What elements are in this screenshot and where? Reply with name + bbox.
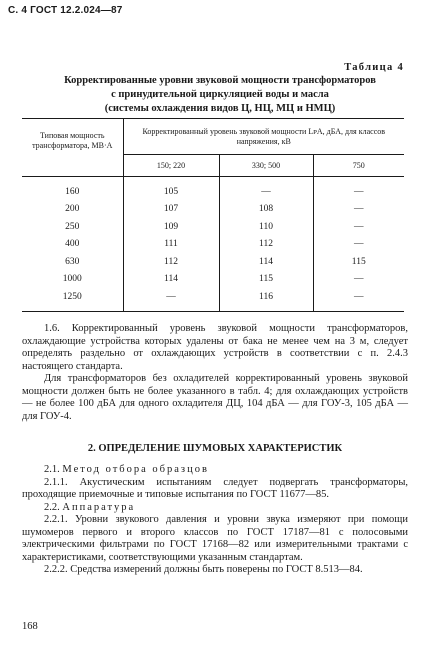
cell-value: — bbox=[354, 274, 364, 285]
page-header: С. 4 ГОСТ 12.2.024—87 bbox=[8, 5, 123, 16]
header-type-power: Типовая мощность трансформатора, МВ·А bbox=[22, 119, 123, 177]
cell-power: 1000 bbox=[22, 271, 123, 289]
table-row bbox=[22, 288, 404, 306]
cell-value: 105 bbox=[123, 183, 219, 201]
cell-power: 400 bbox=[22, 236, 123, 254]
table-row bbox=[22, 201, 404, 219]
cell-value: 115 bbox=[219, 271, 313, 289]
cell-value: — bbox=[354, 204, 364, 215]
header-sound-power-level: Корректированный уровень звуковой мощности LᴘA, дБА, для классов напряжения, кВ bbox=[123, 119, 404, 155]
cell-value: 112 bbox=[123, 253, 219, 271]
table-4 bbox=[22, 118, 404, 312]
subsection-2-1-title: Метод отбора образцов bbox=[62, 464, 209, 475]
table-label: Таблица 4 bbox=[344, 62, 404, 73]
header-voltage-750: 750 bbox=[313, 155, 404, 177]
noise-table bbox=[22, 118, 404, 312]
cell-value: — bbox=[354, 239, 364, 250]
cell-value: 116 bbox=[219, 288, 313, 306]
paragraph-1-6: 1.6. Корректированный уровень звуковой мощности трансформаторов, охлаждающие устройства которых удалены от бака не менее чем на 3 м, следует определять раздельно от охлаждающих устройств в соответствии с п. 2.4.3 настоящего стандарта. bbox=[22, 323, 408, 372]
table-row bbox=[22, 183, 404, 201]
table-title bbox=[40, 74, 400, 116]
cell-value: 112 bbox=[219, 236, 313, 254]
section-2-body bbox=[22, 464, 408, 577]
subsection-2-1-number: 2.1. bbox=[44, 464, 60, 475]
header-voltage-330-500: 330; 500 bbox=[219, 155, 313, 177]
table-title-line-2: с принудительной циркуляцией воды и масла bbox=[111, 89, 329, 100]
cell-power: 1250 bbox=[22, 288, 123, 306]
cell-value: 115 bbox=[351, 256, 366, 267]
subsection-2-2-title: Аппаратура bbox=[62, 501, 136, 513]
table-row bbox=[22, 236, 404, 254]
cell-power: 160 bbox=[22, 183, 123, 201]
cell-value: 110 bbox=[219, 218, 313, 236]
cell-value: 114 bbox=[123, 271, 219, 289]
cell-value: 111 bbox=[123, 236, 219, 254]
cell-value: — bbox=[219, 183, 313, 201]
subsection-2-2-heading bbox=[22, 502, 408, 515]
cell-value: 107 bbox=[123, 201, 219, 219]
header-voltage-150-220: 150; 220 bbox=[123, 155, 219, 177]
table-row bbox=[22, 253, 404, 271]
cell-value: 108 bbox=[219, 201, 313, 219]
table-row bbox=[22, 271, 404, 289]
cell-value: — bbox=[123, 288, 219, 306]
subsection-2-2-number: 2.2. bbox=[44, 501, 60, 513]
cell-value: — bbox=[354, 291, 364, 302]
page-number: 168 bbox=[22, 621, 38, 632]
table-row bbox=[22, 218, 404, 236]
section-2-heading: 2. ОПРЕДЕЛЕНИЕ ШУМОВЫХ ХАРАКТЕРИСТИК bbox=[87, 443, 343, 454]
cell-value: — bbox=[354, 186, 364, 197]
paragraph-2-1-1: 2.1.1. Акустическим испытаниям следует подвергать трансформаторы, проходящие приемочные и типовые испытания по ГОСТ 11677—85. bbox=[22, 476, 408, 500]
cell-power: 630 bbox=[22, 253, 123, 271]
cell-power: 200 bbox=[22, 201, 123, 219]
paragraph-1-6-block bbox=[22, 323, 408, 423]
paragraph-2-2-2: 2.2.2. Средства измерений должны быть поверены по ГОСТ 8.513—84. bbox=[44, 564, 363, 575]
cell-power: 250 bbox=[22, 218, 123, 236]
paragraph-1-6-continued: Для трансформаторов без охладителей корректированный уровень звуковой мощности должен быть не более указанного в табл. 4; для охлаждающих устройств — не более 100 дБА для одного охладителя ДЦ, 104 дБА — для ГОУ-3, 105 дБА — для ГОУ-4. bbox=[22, 373, 408, 422]
paragraph-2-2-1: 2.2.1. Уровни звукового давления и уровни звука измеряют при помощи шумомеров первого и второго классов по ГОСТ 17187—81 с полосовыми электрическими фильтрами по ГОСТ 17168—82 или измерительными трактами с характеристиками, соответствующими указанным стандартам. bbox=[22, 514, 408, 563]
table-title-line-1: Корректированные уровни звуковой мощности трансформаторов bbox=[64, 75, 376, 86]
cell-value: 114 bbox=[219, 253, 313, 271]
cell-value: 109 bbox=[123, 218, 219, 236]
cell-value: — bbox=[354, 221, 364, 232]
subsection-2-1-heading bbox=[22, 464, 408, 477]
table-title-line-3: (системы охлаждения видов Ц, НЦ, МЦ и НМЦ) bbox=[104, 103, 336, 114]
